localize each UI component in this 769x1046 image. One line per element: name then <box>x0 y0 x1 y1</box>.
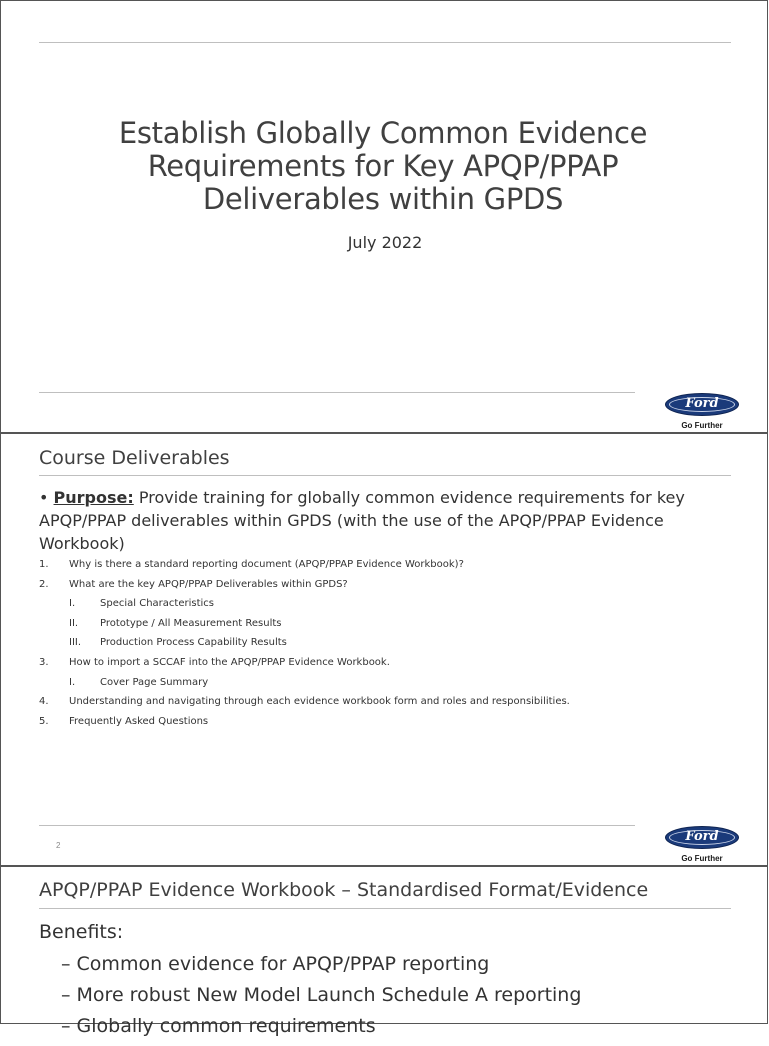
list-item-number: I. <box>69 598 76 610</box>
list-item-number: 5. <box>39 715 49 727</box>
list-item <box>39 598 719 618</box>
purpose-paragraph <box>39 486 719 555</box>
ford-logo-text: Ford <box>685 396 719 411</box>
list-item-number: II. <box>69 617 79 629</box>
bottom-rule <box>39 392 635 393</box>
list-item-text: Cover Page Summary <box>100 676 209 688</box>
list-item <box>39 579 719 599</box>
list-item-number: I. <box>69 676 76 688</box>
slide-heading: Course Deliverables <box>39 447 230 469</box>
benefit-item: – More robust New Model Launch Schedule A reporting <box>61 984 582 1006</box>
list-item <box>39 559 719 579</box>
list-item-number: 4. <box>39 696 49 708</box>
list-item-text: Prototype / All Measurement Results <box>100 617 282 629</box>
list-item-number: 3. <box>39 656 49 668</box>
heading-rule <box>39 908 731 909</box>
presentation-title: Establish Globally Common Evidence Requirements for Key APQP/PPAP Deliverables within GPDS <box>118 116 648 216</box>
purpose-text: Provide training for globally common evidence requirements for key APQP/PPAP deliverables within GPDS (with the use of the APQP/PPAP Evidence Workbook) <box>39 488 685 553</box>
slide-heading: APQP/PPAP Evidence Workbook – Standardised Format/Evidence <box>39 879 649 901</box>
benefit-item: – Common evidence for APQP/PPAP reporting <box>61 953 490 975</box>
list-item-text: What are the key APQP/PPAP Deliverables within GPDS? <box>69 578 348 590</box>
list-item <box>39 696 719 716</box>
top-rule <box>39 42 731 43</box>
list-item <box>39 657 719 677</box>
list-item-number: 1. <box>39 559 49 570</box>
slide-course-deliverables <box>0 433 768 866</box>
list-item <box>39 677 719 697</box>
purpose-label: Purpose: <box>53 488 134 507</box>
list-item-number: 2. <box>39 578 49 590</box>
heading-rule <box>39 475 731 476</box>
bottom-rule <box>39 825 635 826</box>
list-item-text: Production Process Capability Results <box>100 637 287 649</box>
ford-logo-text: Ford <box>685 829 719 844</box>
benefits-label: Benefits: <box>39 921 124 943</box>
presentation-date: July 2022 <box>347 233 423 252</box>
bullet: • <box>39 488 49 507</box>
list-item-text: Understanding and navigating through each evidence workbook form and roles and responsibilities. <box>69 696 570 708</box>
list-item-text: Special Characteristics <box>100 598 214 610</box>
list-item <box>39 637 719 657</box>
benefit-item: – Globally common requirements <box>61 1015 376 1037</box>
page-number: 2 <box>56 841 61 850</box>
list-item <box>39 716 719 736</box>
list-item-text: How to import a SCCAF into the APQP/PPAP Evidence Workbook. <box>69 656 390 668</box>
ford-tagline: Go Further <box>681 421 723 430</box>
deliverables-list <box>39 559 719 735</box>
list-item-text: Why is there a standard reporting document (APQP/PPAP Evidence Workbook)? <box>69 559 464 570</box>
list-item <box>39 618 719 638</box>
ford-tagline: Go Further <box>681 854 723 863</box>
slide-evidence-workbook <box>0 866 768 1037</box>
list-item-text: Frequently Asked Questions <box>69 715 209 727</box>
list-item-number: III. <box>69 637 82 649</box>
benefits-list <box>61 953 581 1046</box>
slide-title <box>0 0 768 433</box>
